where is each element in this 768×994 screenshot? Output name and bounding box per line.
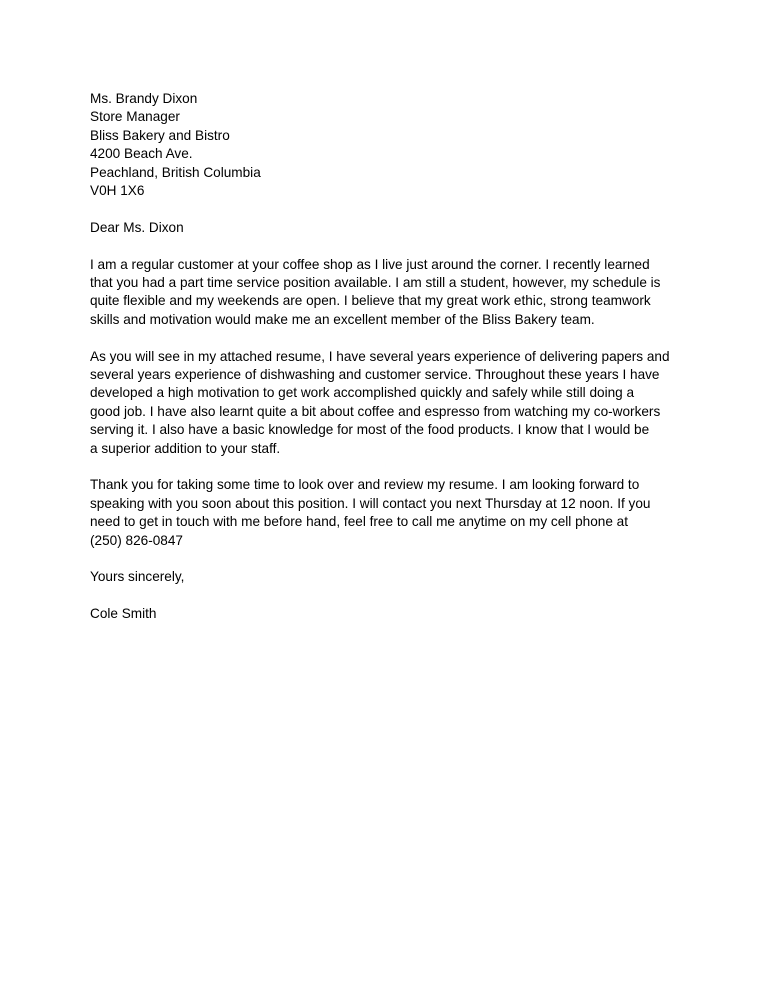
paragraph-line: need to get in touch with me before hand, feel free to call me anytime on my cell phone at bbox=[90, 514, 629, 530]
paragraph-line: skills and motivation would make me an excellent member of the Bliss Bakery team. bbox=[90, 311, 595, 327]
paragraph-line: quite flexible and my weekends are open. I believe that my great work ethic, strong teamwork bbox=[90, 293, 651, 309]
cover-letter bbox=[90, 90, 680, 624]
paragraph-line: several years experience of dishwashing and customer service. Throughout these years I have bbox=[90, 367, 660, 383]
recipient-title: Store Manager bbox=[90, 109, 180, 125]
salutation: Dear Ms. Dixon bbox=[90, 219, 184, 235]
recipient-street: 4200 Beach Ave. bbox=[90, 146, 193, 162]
paragraph-line: speaking with you soon about this position. I will contact you next Thursday at 12 noon. If you bbox=[90, 495, 651, 511]
recipient-city: Peachland, British Columbia bbox=[90, 164, 261, 180]
phone-number: (250) 826-0847 bbox=[90, 532, 183, 548]
paragraph-closing bbox=[90, 476, 680, 550]
paragraph-line: good job. I have also learnt quite a bit about coffee and espresso from watching my co-workers bbox=[90, 403, 661, 419]
recipient-company: Bliss Bakery and Bistro bbox=[90, 127, 230, 143]
paragraph-line: As you will see in my attached resume, I have several years experience of delivering papers and bbox=[90, 348, 670, 364]
paragraph-line: Thank you for taking some time to look over and review my resume. I am looking forward to bbox=[90, 477, 640, 493]
paragraph-line: developed a high motivation to get work accomplished quickly and safely while still doing a bbox=[90, 385, 635, 401]
paragraph-line: that you had a part time service position available. I am still a student, however, my schedule is bbox=[90, 275, 661, 291]
recipient-address bbox=[90, 90, 680, 200]
paragraph-line: a superior addition to your staff. bbox=[90, 440, 281, 456]
signature-name: Cole Smith bbox=[90, 606, 157, 622]
paragraph-line: serving it. I also have a basic knowledge for most of the food products. I know that I would be bbox=[90, 422, 650, 438]
recipient-name: Ms. Brandy Dixon bbox=[90, 91, 198, 106]
paragraph-intro bbox=[90, 256, 680, 330]
paragraph-experience bbox=[90, 348, 680, 458]
recipient-postal-code: V0H 1X6 bbox=[90, 183, 145, 199]
paragraph-line: I am a regular customer at your coffee shop as I live just around the corner. I recently learned bbox=[90, 256, 650, 272]
closing: Yours sincerely, bbox=[90, 569, 185, 585]
